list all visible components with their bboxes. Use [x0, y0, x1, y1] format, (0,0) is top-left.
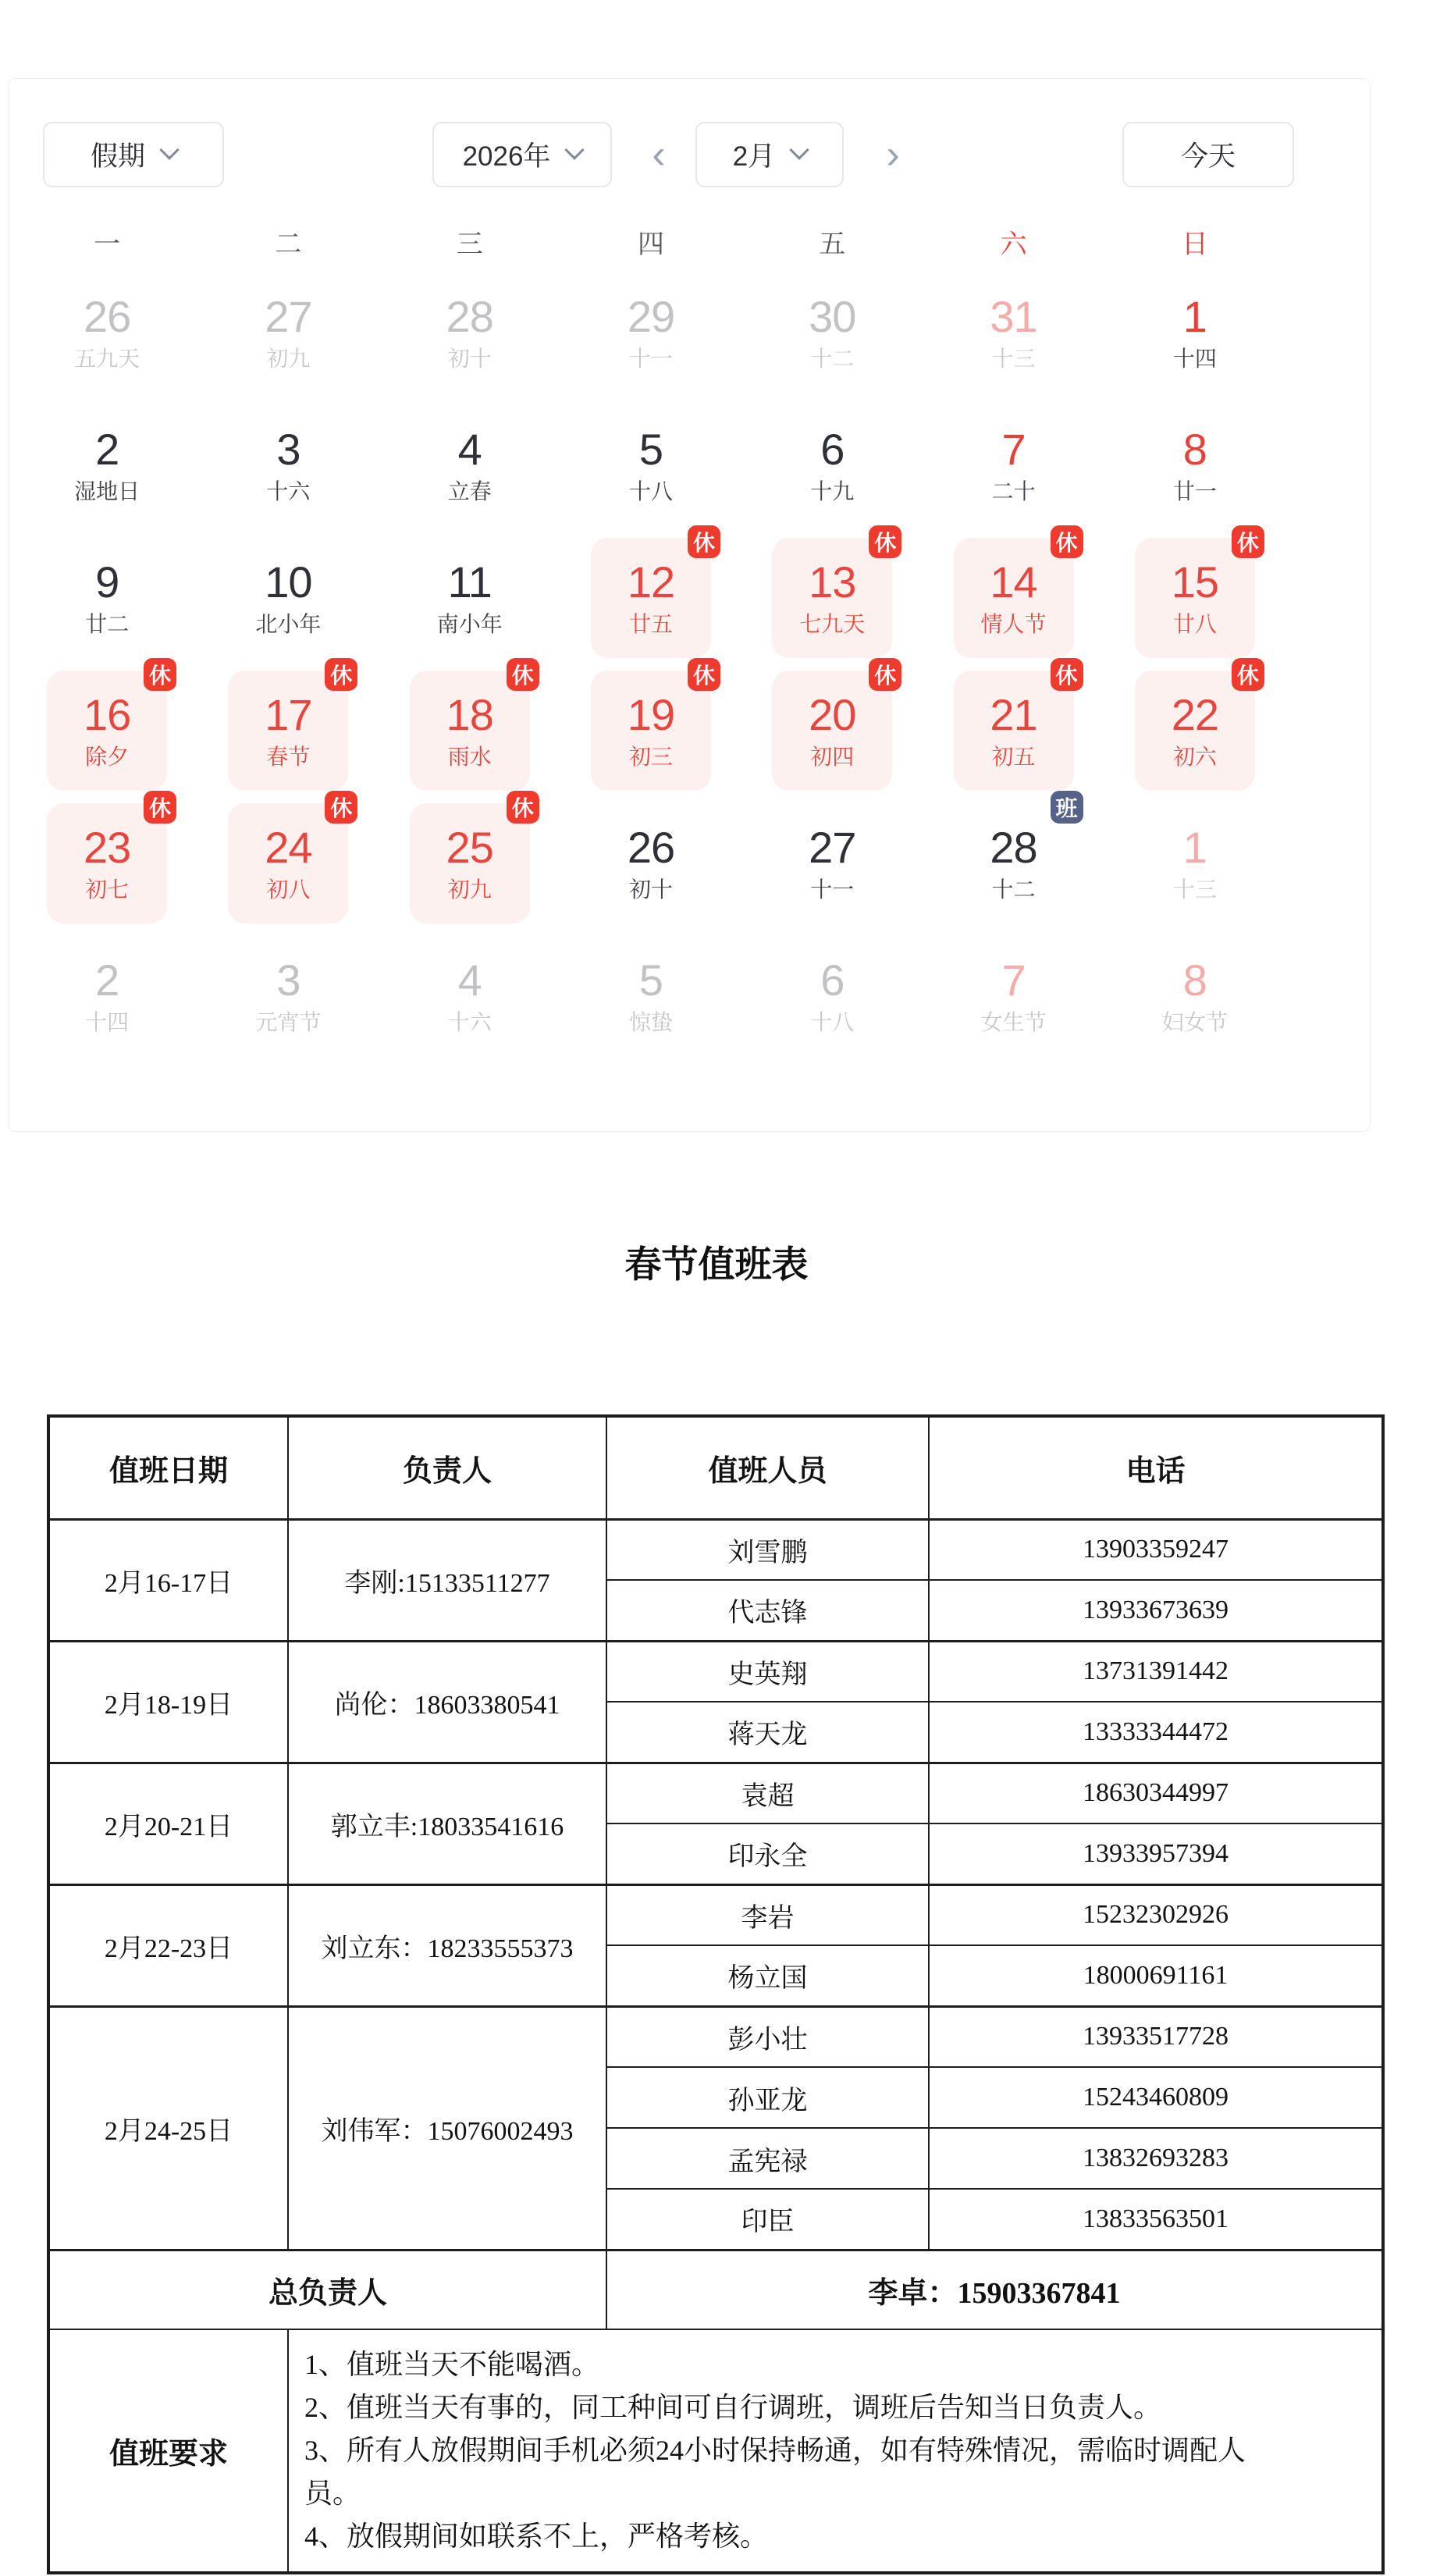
staff-name-cell: 孙亚龙 — [606, 2067, 929, 2128]
day-number: 30 — [809, 292, 856, 341]
prev-month-arrow-icon[interactable]: ‹ — [652, 132, 666, 177]
day-lunar-label: 初三 — [628, 745, 673, 769]
calendar-day-16[interactable] — [16, 664, 197, 797]
day-number: 7 — [1001, 425, 1026, 474]
rest-badge: 休 — [1232, 658, 1264, 691]
staff-name-cell: 李岩 — [606, 1884, 929, 1945]
day-lunar-label: 十九 — [810, 479, 855, 503]
staff-name-cell: 刘雪鹏 — [606, 1519, 929, 1580]
calendar-day-28[interactable] — [923, 797, 1104, 930]
col-header-staff: 值班人员 — [606, 1416, 929, 1519]
day-number: 4 — [457, 955, 482, 1005]
day-number: 27 — [265, 292, 312, 341]
roster-staff-row — [48, 1519, 1383, 1580]
calendar-day-15[interactable] — [1104, 532, 1285, 664]
calendar-day-22[interactable] — [1104, 664, 1285, 797]
day-number: 16 — [83, 690, 131, 739]
day-number: 6 — [820, 425, 845, 474]
calendar-day-30[interactable] — [741, 266, 923, 399]
rest-badge: 休 — [325, 658, 357, 691]
day-number: 26 — [627, 823, 675, 872]
today-label: 今天 — [1180, 141, 1236, 172]
weekday-label: 六 — [1000, 229, 1027, 259]
day-lunar-label: 初五 — [991, 745, 1036, 769]
calendar-day-10[interactable] — [197, 532, 379, 664]
month-dropdown[interactable] — [695, 122, 844, 187]
day-lunar-label: 十二 — [810, 347, 855, 371]
roster-title: 春节值班表 — [624, 1245, 809, 1286]
leader-cell: 李刚:15133511277 — [288, 1519, 606, 1641]
staff-phone-cell: 13933517728 — [929, 2006, 1383, 2067]
day-lunar-label: 廿八 — [1172, 612, 1217, 636]
calendar-day-26[interactable] — [16, 266, 197, 399]
date-grid — [16, 266, 1285, 1062]
rest-badge: 休 — [869, 525, 901, 558]
rule-line: 4、放假期间如联系不上，严格考核。 — [304, 2521, 769, 2553]
calendar-day-8[interactable] — [1104, 399, 1285, 532]
day-lunar-label: 初十 — [628, 877, 673, 902]
holiday-filter-label: 假期 — [90, 141, 145, 172]
day-lunar-label: 十八 — [810, 1010, 855, 1034]
day-lunar-label: 南小年 — [436, 612, 503, 636]
rest-badge: 休 — [688, 658, 720, 691]
calendar-day-1[interactable] — [1104, 266, 1285, 399]
day-number: 27 — [809, 823, 856, 872]
day-number: 20 — [809, 690, 856, 739]
day-lunar-label: 七九天 — [799, 612, 866, 636]
day-number: 24 — [265, 823, 312, 872]
duty-date-cell: 2月16-17日 — [48, 1519, 288, 1641]
rules-label: 值班要求 — [48, 2329, 288, 2573]
roster-staff-row — [48, 1884, 1383, 1945]
day-lunar-label: 除夕 — [85, 745, 130, 769]
day-number: 18 — [446, 690, 493, 739]
calendar-day-23[interactable] — [16, 797, 197, 930]
calendar-day-14[interactable] — [923, 532, 1104, 664]
staff-phone-cell: 15232302926 — [929, 1884, 1383, 1945]
day-number: 7 — [1001, 955, 1026, 1005]
calendar-day-6[interactable] — [741, 930, 923, 1062]
calendar-day-11[interactable] — [379, 532, 560, 664]
day-number: 10 — [265, 557, 312, 607]
day-lunar-label: 春节 — [266, 745, 311, 769]
weekday-row — [16, 227, 1285, 262]
duty-date-cell: 2月22-23日 — [48, 1884, 288, 2006]
calendar-day-7[interactable] — [923, 399, 1104, 532]
duty-date-cell: 2月24-25日 — [48, 2006, 288, 2250]
leader-cell: 刘伟军：15076002493 — [288, 2006, 606, 2250]
staff-name-cell: 印永全 — [606, 1823, 929, 1884]
rest-badge: 休 — [507, 658, 539, 691]
day-number: 5 — [638, 955, 663, 1005]
day-number: 21 — [990, 690, 1037, 739]
calendar-day-31[interactable] — [923, 266, 1104, 399]
day-lunar-label: 十四 — [1172, 347, 1217, 371]
col-header-phone: 电话 — [929, 1416, 1383, 1519]
staff-name-cell: 孟宪禄 — [606, 2128, 929, 2189]
rule-line: 1、值班当天不能喝酒。 — [304, 2348, 600, 2380]
month-label: 2月 — [732, 141, 776, 172]
day-number: 12 — [627, 557, 675, 607]
calendar-day-27[interactable] — [197, 266, 379, 399]
day-number: 25 — [446, 823, 493, 872]
rest-badge: 休 — [507, 791, 539, 824]
chief-value: 李卓：15903367841 — [606, 2250, 1383, 2329]
calendar-day-24[interactable] — [197, 797, 379, 930]
day-number: 28 — [446, 292, 493, 341]
day-lunar-label: 情人节 — [980, 612, 1047, 636]
day-lunar-label: 十一 — [810, 877, 855, 902]
day-number: 31 — [990, 292, 1037, 341]
year-label: 2026年 — [462, 141, 551, 172]
calendar-day-21[interactable] — [923, 664, 1104, 797]
day-lunar-label: 女生节 — [980, 1010, 1047, 1034]
roster-staff-row — [48, 1763, 1383, 1823]
calendar-day-5[interactable] — [560, 399, 741, 532]
day-lunar-label: 初四 — [810, 745, 855, 769]
calendar-day-3[interactable] — [197, 930, 379, 1062]
staff-phone-cell: 13333344472 — [929, 1702, 1383, 1763]
day-lunar-label: 初十 — [447, 347, 492, 371]
staff-name-cell: 蒋天龙 — [606, 1702, 929, 1763]
day-number: 22 — [1171, 690, 1218, 739]
staff-name-cell: 袁超 — [606, 1763, 929, 1823]
day-lunar-label: 十三 — [1172, 877, 1217, 902]
rest-badge: 休 — [688, 525, 720, 558]
weekday-label: 五 — [819, 229, 846, 259]
rules-content — [288, 2329, 1383, 2573]
calendar-day-3[interactable] — [197, 399, 379, 532]
day-lunar-label: 初九 — [266, 347, 311, 371]
day-lunar-label: 初九 — [447, 877, 492, 902]
calendar-day-18[interactable] — [379, 664, 560, 797]
chevron-down-icon — [565, 140, 585, 159]
roster-staff-row — [48, 2006, 1383, 2067]
day-number: 19 — [627, 690, 675, 739]
day-number: 3 — [276, 425, 300, 474]
holiday-filter-dropdown[interactable] — [43, 122, 224, 187]
weekday-label: 日 — [1181, 229, 1208, 259]
rules-row — [48, 2329, 1383, 2573]
rule-line: 2、值班当天有事的，同工种间可自行调班，调班后告知当日负责人。 — [304, 2391, 1162, 2423]
weekday-label: 一 — [94, 229, 121, 259]
staff-phone-cell: 13933957394 — [929, 1823, 1383, 1884]
duty-date-cell: 2月20-21日 — [48, 1763, 288, 1884]
day-lunar-label: 初六 — [1172, 745, 1217, 769]
calendar-day-19[interactable] — [560, 664, 741, 797]
calendar-day-28[interactable] — [379, 266, 560, 399]
rest-badge: 休 — [325, 791, 357, 824]
day-number: 2 — [95, 955, 119, 1005]
day-lunar-label: 廿一 — [1172, 479, 1217, 503]
day-lunar-label: 五九天 — [74, 347, 140, 371]
year-dropdown[interactable] — [432, 122, 612, 187]
rest-badge: 休 — [144, 791, 176, 824]
calendar-day-4[interactable] — [379, 930, 560, 1062]
col-header-duty-date: 值班日期 — [48, 1416, 288, 1519]
day-lunar-label: 十三 — [991, 347, 1036, 371]
calendar-day-2[interactable] — [16, 930, 197, 1062]
staff-phone-cell: 13832693283 — [929, 2128, 1383, 2189]
calendar-panel — [8, 78, 1371, 1132]
calendar-day-4[interactable] — [379, 399, 560, 532]
calendar-day-27[interactable] — [741, 797, 923, 930]
day-number: 1 — [1182, 292, 1207, 341]
staff-phone-cell: 13731391442 — [929, 1641, 1383, 1702]
rest-badge: 休 — [869, 658, 901, 691]
day-number: 11 — [447, 557, 492, 607]
day-lunar-label: 初七 — [85, 877, 130, 902]
calendar-day-9[interactable] — [16, 532, 197, 664]
day-lunar-label: 廿二 — [85, 612, 130, 636]
calendar-day-6[interactable] — [741, 399, 923, 532]
day-lunar-label: 元宵节 — [255, 1010, 322, 1034]
calendar-toolbar — [9, 122, 1370, 189]
day-number: 8 — [1182, 955, 1207, 1005]
rest-badge: 休 — [1051, 525, 1083, 558]
day-lunar-label: 二十 — [991, 479, 1036, 503]
calendar-day-13[interactable] — [741, 532, 923, 664]
staff-name-cell: 印臣 — [606, 2189, 929, 2250]
duty-date-cell: 2月18-19日 — [48, 1641, 288, 1763]
staff-phone-cell: 18000691161 — [929, 1945, 1383, 2006]
day-number: 28 — [990, 823, 1037, 872]
day-lunar-label: 廿五 — [628, 612, 673, 636]
rest-badge: 休 — [1232, 525, 1264, 558]
staff-phone-cell: 13933673639 — [929, 1580, 1383, 1641]
day-lunar-label: 十二 — [991, 877, 1036, 902]
day-number: 4 — [457, 425, 482, 474]
day-lunar-label: 妇女节 — [1161, 1010, 1228, 1034]
day-lunar-label: 北小年 — [255, 612, 322, 636]
day-number: 2 — [95, 425, 119, 474]
day-lunar-label: 十八 — [628, 479, 673, 503]
calendar-day-8[interactable] — [1104, 930, 1285, 1062]
calendar-day-25[interactable] — [379, 797, 560, 930]
day-number: 1 — [1182, 823, 1207, 872]
day-number: 14 — [990, 557, 1037, 607]
day-number: 26 — [83, 292, 131, 341]
chief-row — [48, 2250, 1383, 2329]
day-lunar-label: 惊蛰 — [628, 1010, 673, 1034]
leader-cell: 郭立丰:18033541616 — [288, 1763, 606, 1884]
calendar-day-29[interactable] — [560, 266, 741, 399]
work-badge: 班 — [1051, 791, 1083, 824]
chevron-down-icon — [790, 140, 809, 159]
rule-line: 3、所有人放假期间手机必须24小时保持畅通，如有特殊情况，需临时调配人员。 — [304, 2434, 1246, 2510]
calendar-day-17[interactable] — [197, 664, 379, 797]
chevron-down-icon — [159, 140, 179, 159]
staff-name-cell: 彭小壮 — [606, 2006, 929, 2067]
next-month-arrow-icon[interactable]: › — [886, 132, 900, 177]
staff-phone-cell: 13833563501 — [929, 2189, 1383, 2250]
weekday-label: 四 — [637, 229, 664, 259]
day-number: 29 — [627, 292, 675, 341]
calendar-day-12[interactable] — [560, 532, 741, 664]
day-lunar-label: 十六 — [447, 1010, 492, 1034]
calendar-day-2[interactable] — [16, 399, 197, 532]
day-number: 3 — [276, 955, 300, 1005]
day-number: 5 — [638, 425, 663, 474]
roster-header-row — [48, 1416, 1383, 1519]
roster-body — [48, 1519, 1383, 2250]
day-number: 9 — [95, 557, 119, 607]
day-lunar-label: 湿地日 — [74, 479, 140, 503]
day-number: 17 — [265, 690, 312, 739]
day-number: 13 — [809, 557, 856, 607]
day-number: 23 — [83, 823, 131, 872]
col-header-leader: 负责人 — [288, 1416, 606, 1519]
day-lunar-label: 雨水 — [447, 745, 492, 769]
day-lunar-label: 十一 — [628, 347, 673, 371]
calendar-day-26[interactable] — [560, 797, 741, 930]
day-number: 6 — [820, 955, 845, 1005]
leader-cell: 尚伦：18603380541 — [288, 1641, 606, 1763]
day-lunar-label: 十四 — [85, 1010, 130, 1034]
staff-phone-cell: 13903359247 — [929, 1519, 1383, 1580]
calendar-day-5[interactable] — [560, 930, 741, 1062]
rest-badge: 休 — [144, 658, 176, 691]
staff-phone-cell: 15243460809 — [929, 2067, 1383, 2128]
rest-badge: 休 — [1051, 658, 1083, 691]
leader-cell: 刘立东：18233555373 — [288, 1884, 606, 2006]
staff-name-cell: 史英翔 — [606, 1641, 929, 1702]
roster-table — [47, 1414, 1385, 2574]
weekday-label: 二 — [275, 229, 302, 259]
day-lunar-label: 十六 — [266, 479, 311, 503]
day-number: 8 — [1182, 425, 1207, 474]
today-button[interactable] — [1122, 122, 1294, 187]
day-lunar-label: 立春 — [447, 479, 492, 503]
calendar-day-1[interactable] — [1104, 797, 1285, 930]
staff-name-cell: 杨立国 — [606, 1945, 929, 2006]
calendar-day-7[interactable] — [923, 930, 1104, 1062]
calendar-day-20[interactable] — [741, 664, 923, 797]
staff-name-cell: 代志锋 — [606, 1580, 929, 1641]
staff-phone-cell: 18630344997 — [929, 1763, 1383, 1823]
day-lunar-label: 初八 — [266, 877, 311, 902]
roster-staff-row — [48, 1641, 1383, 1702]
day-number: 15 — [1171, 557, 1218, 607]
chief-label: 总负责人 — [48, 2250, 606, 2329]
weekday-label: 三 — [456, 229, 483, 259]
